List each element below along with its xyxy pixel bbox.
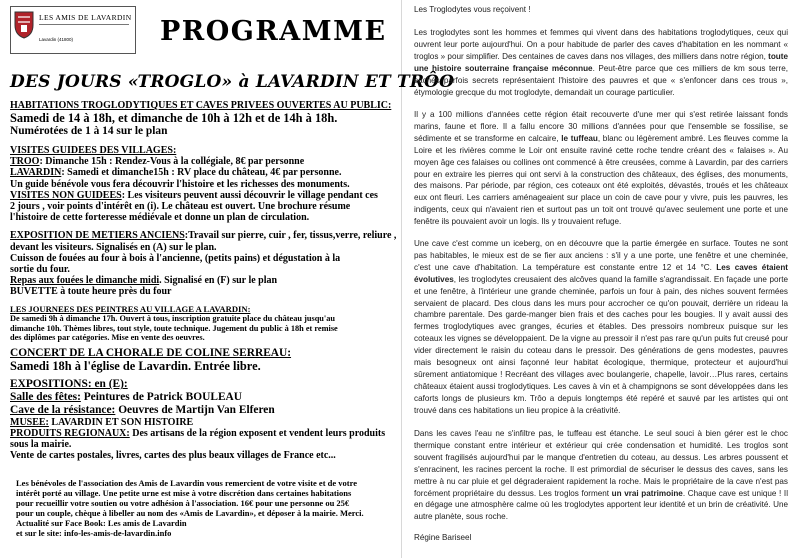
cave-text: Oeuvres de Martijn Van Elferen — [115, 404, 275, 417]
habitations-dates: Samedi de 14 à 18h, et dimanche de 10h à 12h et de 14h à 18h. — [10, 111, 338, 126]
emphasis: toute une histoire souterraine française méconnue — [414, 51, 788, 73]
cartes-line: Vente de cartes postales, livres, cartes des plus beaux villages de France etc... — [10, 450, 336, 462]
association-logo — [10, 6, 136, 54]
repas-line — [10, 275, 398, 286]
logo-subtitle: Lavardin (41800) — [39, 37, 74, 42]
lavardin-text: : Samedi et dimanche15h : RV place du château, 4€ par personne. — [61, 167, 342, 179]
credits-line: Actualité sur Face Book: Les amis de Lavardin — [16, 518, 187, 528]
repas-label: Repas aux fouées le dimanche midi — [10, 275, 160, 287]
musee-line — [10, 417, 398, 428]
text-run: . Peut-être parce que ces milliers de km sous terre, cachés parfois secrets représentaient l'histoire des pauvres et que « s'enfoncer dans ces trous », étymologie grecque du mot troglodyte, demandait un courage particulier. — [414, 63, 788, 97]
peintres-line-2: dimanche 10h. Thèmes libres, tout style, toute technique. Jugement du public à 18h et remise — [10, 323, 338, 333]
produits-text: Des artisans de la région exposent et vendent leurs produits — [129, 428, 386, 440]
lavardin-label: LAVARDIN — [10, 167, 62, 179]
emphasis: un vrai patrimoine — [611, 488, 683, 498]
produits-line-2: sous la mairie. — [10, 439, 72, 451]
musee-text: LAVARDIN ET SON HISTOIRE — [48, 416, 194, 428]
credits-line: Les bénévoles de l'association des Amis de Lavardin vous remercient de votre visite et de votre — [16, 478, 357, 488]
text-run: , blanc ou légèrement ambré. Les fleuves comme la Loire et les rivières comme le Loir ont ensuite raviné cette roche tendre créant des « falaises ». Au moyen âge ces falaises ou collines ont commencé à être creusées, comme à Lavardin, par des carriers pour en extraire les pierres qui ont servi à la construction des châteaux, des églises, des monuments, des maisons. Par période, par région, ces coteaux ont été exploités, dévastés, troués et les châteaux eux ont fleuri. Les carriers aménageaient sur place un coin de cave pour y vivre, puis les pauvres, les indigents, ceux qui n'avaient rien et surtout pas un toit ont trouvé qu'avec seulement une porte et une fenêtre ils pouvaient avoir un logis. Ils y trouvaient refuge. — [414, 133, 788, 227]
emphasis: le tuffeau — [561, 133, 598, 143]
article-signature: Régine Bariseel — [414, 533, 472, 542]
credits-line: pour un couple, chèque à libeller au nom des «Amis de Lavardin», et déposer à la mairie. Merci. — [16, 508, 364, 518]
produits-label: PRODUITS REGIONAUX: — [10, 428, 130, 440]
lavardin-line — [10, 167, 398, 178]
salle-label: Salle des fêtes: — [10, 391, 81, 404]
salle-text: Peintures de Patrick BOULEAU — [80, 391, 243, 404]
repas-text: . Signalisé en (F) sur le plan — [159, 275, 278, 287]
concert-text: Samedi 18h à l'église de Lavardin. Entrée libre. — [10, 359, 261, 374]
expo-metiers-text: :Travail sur pierre, cuir , fer, tissus,verre, reliure , — [184, 230, 397, 242]
peintres-line-1: De samedi 9h à dimanche 17h. Ouvert à tous, inscription gratuite place du château jusqu'au — [10, 314, 335, 324]
shield-icon — [14, 11, 34, 39]
produits-line — [10, 428, 398, 439]
cave-line — [10, 404, 398, 417]
expo-metiers-label: EXPOSITION DE METIERS ANCIENS — [10, 230, 185, 242]
article-paragraph-2 — [414, 109, 788, 228]
article-paragraph-3 — [414, 238, 788, 417]
concert-title: CONCERT DE LA CHORALE DE COLINE SERREAU: — [10, 346, 292, 359]
peintres-title: LES JOURNEES DES PEINTRES AU VILLAGE A LAVARDIN: — [10, 303, 251, 314]
expositions-title: EXPOSITIONS: en (E): — [10, 378, 128, 391]
logo-rule — [39, 24, 129, 25]
main-title: DES JOURS «TROGLO» à LAVARDIN ET TRÔO — [10, 72, 455, 92]
article-intro: Les Troglodytes vous reçoivent ! — [414, 5, 531, 14]
text-run: , les troglodytes creusaient des alcôves quand la famille s'agrandissait. En façade une porte et une fenêtre, à l'intérieur une grande cheminée, parfois un four à pain, des niches souvent fermées servaient de placard. Des clous dans les murs pour accrocher ce qu'on pouvait, derrière un rideau la chambre parentale. Des garde-manger bien frais et des caches pour les bougies. Il y avait aussi des fermes troglodytiques avec granges, écuries et étables. Des pressoirs nombreux puisque sur les coteaux les vignes se développaient. De la vigne au pressoir il n'est pas rare qu'un puits fut creusé pour vider directement le raisin du coteau dans le pressoir. Des générations de gens modestes, pauvres mais besogneux ont ainsi façonné leur habitat écologique, thermique, protecteur et aujourd'hui sûrement antiatomique ! Recréant des villages avec boulangerie, chapelle, lavoir…Plus rares, certains châteaux étaient aussi troglodytiques. Les caves à vin et à champignons se sont développées dans les caforts longs de plusieurs km. Trôo a depuis longtemps été repéré et sauvé par les artistes qui ont trouvé dans ces habitations un lieu propice à la créativité. — [414, 274, 788, 415]
emphasis: Les caves étaient évolutives — [414, 262, 788, 284]
text-run: Une cave c'est comme un iceberg, on en découvre que la partie émergée en surface. Toutes ne sont pas habitables, le mieux est de se fier aux anciens : s'il y a une porte, une fenêtre et une cheminée, c'est une cave d'habitation. La température est constante entre 12 et 14 °C. — [414, 239, 788, 272]
expo-metiers-line-4: sortie du four. — [10, 264, 70, 276]
programme-body — [10, 100, 398, 462]
credits-line: pour recueillir votre soutien ou votre adhésion à l'association. 16€ pour une personne ou 25€ — [16, 498, 350, 508]
lavardin-line-2: Un guide bénévole vous fera découvrir l'histoire et les richesses des monuments. — [10, 178, 350, 190]
text-run: Dans les caves l'eau ne s'infiltre pas, le tuffeau est étanche. Le seul souci à bien gérer est le choc thermique constant entre intérieur et extérieur qui crée condensation et humidité. Les troglos sont souvent fragilisés aujourd'hui par le manque d'entretien du coteau, au dessus. Les arbres poussent et s'enracinent, les racines percent la roche. Il est primordial de sécuriser le dessus des caves, sans les mettre à nu car pluie et gel dégraderaient rapidement la roche. Mais le propriétaire de la cave n'est pas forcément propriétaire du dessus. Les troglos forment — [414, 429, 788, 498]
nonguidees-text: : Les visiteurs peuvent aussi découvrir le village pendant ces — [121, 189, 378, 201]
cave-label: Cave de la résistance: — [10, 404, 116, 417]
musee-label: MUSEE: — [10, 416, 49, 428]
programme-title: PROGRAMME — [160, 16, 387, 47]
logo-title: LES AMIS DE LAVARDIN — [39, 13, 132, 22]
expo-metiers-line-2: devant les visiteurs. Signalisés en (A) sur le plan. — [10, 241, 217, 253]
habitations-numbering: Numérotées de 1 à 14 sur le plan — [10, 125, 168, 138]
peintres-line-3: des diplômes par catégories. Mise en vente des oeuvres. — [10, 333, 205, 343]
nonguidees-line — [10, 190, 398, 201]
nonguidees-line-3: l'histoire de cette forteresse médiévale et donne un plan de circulation. — [10, 212, 310, 224]
salle-line — [10, 391, 398, 404]
credits-line: intérêt porté au village. Une petite urne est mise à votre discrétion dans certaines habitations — [16, 488, 352, 498]
text-run: Il y a 100 millions d'années cette région était recouverte d'une mer qui s'est retirée laissant fonds marins, faune et flore. Il a fallu encore 30 millions d'années pour que l'ensemble se fossilise, se sédimente et se transforme en calcaire, — [414, 110, 788, 143]
nonguidees-line-2: 2 jours , voir points d'intérêt en (i). Le château est ouvert. Une brochure résume — [10, 201, 351, 213]
text-run: . Chaque cave est unique ! Il en dégage une atmosphère calme où les troglodytes apportent leur identité et un brin de créativité. Une autre planète, sous roche. — [414, 488, 788, 522]
nonguidees-label: VISITES NON GUIDEES — [10, 189, 122, 201]
visites-title: VISITES GUIDEES DES VILLAGES: — [10, 145, 177, 156]
article-paragraph-1 — [414, 27, 788, 98]
credits-line: et sur le site: info-les-amis-de-lavardin.info — [16, 528, 172, 538]
article-column — [414, 0, 788, 558]
article-paragraph-4 — [414, 428, 788, 523]
buvette-line: BUVETTE à toute heure près du four — [10, 286, 172, 298]
expo-metiers-line-3: Cuisson de fouées au four à bois à l'ancienne, (petits pains) et dégustation à la — [10, 252, 341, 264]
troo-text: : Dimanche 15h : Rendez-Vous à la collégiale, 8€ par personne — [39, 156, 305, 168]
expo-metiers-line — [10, 230, 398, 241]
troo-label: TROO — [10, 156, 40, 168]
habitations-title: HABITATIONS TROGLODYTIQUES ET CAVES PRIVEES OUVERTES AU PUBLIC: — [10, 100, 392, 111]
troo-line — [10, 156, 398, 167]
text-run: Les troglodytes sont les hommes et femmes qui vivent dans des habitations troglodytiques, ceux qui ouvrent leur porte aujourd'hui. On a pour habitude de parler des caves d'habitation en les nommant « troglos » pour simplifier. Des centaines de caves dans nos villages, des milliers dans notre région, — [414, 28, 788, 61]
credits-block — [16, 478, 396, 538]
